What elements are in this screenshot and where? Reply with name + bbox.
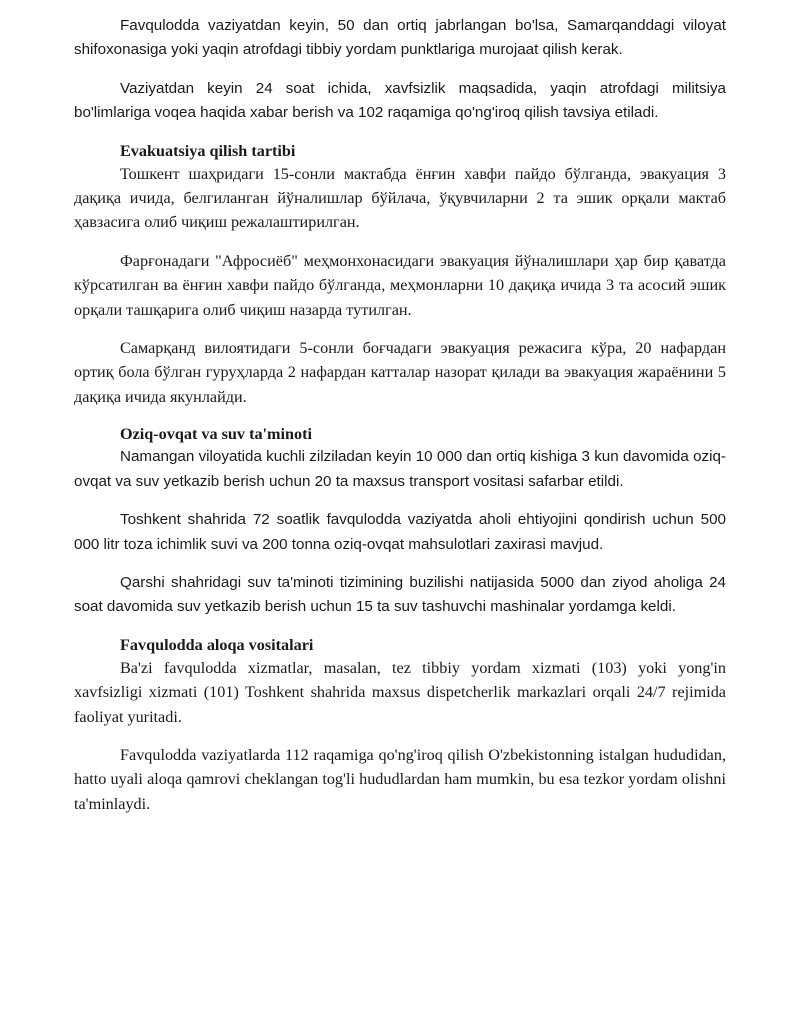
paragraph: Фарғонадаги "Афросиёб" меҳмонхонасидаги эвакуация йўналишлари ҳар бир қаватда кўрсатилган ва ёнғин хавфи пайдо бўлганда, меҳмонларни 10 дақиқа ичида 3 та асосий эшик орқали ташқарига олиб чиқиш назарда тутилган. [74, 251, 726, 319]
paragraph: Тошкент шаҳридаги 15-сонли мактабда ёнғин хавфи пайдо бўлганда, эвакуация 3 дақиқа ичида, белгиланган йўналишлар бўйлача, ўқувчиларни 2 та эшик орқали мактаб ҳавзасига олиб чиқиш режалаштирилган. [74, 164, 726, 232]
paragraph: Vaziyatdan keyin 24 soat ichida, xavfsizlik maqsadida, yaqin atrofdagi militsiya bo'limlariga voqea haqida xabar berish va 102 raqamiga qo'ng'iroq qilish tavsiya etiladi. [74, 79, 726, 122]
paragraph: Favqulodda vaziyatdan keyin, 50 dan ortiq jabrlangan bo'lsa, Samarqanddagi viloyat shifoxonasiga yoki yaqin atrofdagi tibbiy yordam punktlariga murojaat qilish kerak. [74, 17, 726, 59]
paragraph: Namangan viloyatida kuchli zilziladan keyin 10 000 dan ortiq kishiga 3 kun davomida oziq-ovqat va suv yetkazib berish uchun 20 ta maxsus transport vositasi safarbar etildi. [74, 448, 726, 490]
paragraph: Самарқанд вилоятидаги 5-сонли боғчадаги эвакуация режасига кўра, 20 нафардан ортиқ бола бўлган гуруҳларда 2 нафардан катталар назорат қилади ва эвакуация жараёнини 5 дақиқа ичида якунлайди. [74, 339, 726, 406]
section-heading-evacuation: Evakuatsiya qilish tartibi [120, 141, 296, 160]
section-heading-emergency-comms: Favqulodda aloqa vositalari [120, 635, 314, 654]
paragraph: Qarshi shahridagi suv ta'minoti tizimining buzilishi natijasida 5000 dan ziyod aholiga 24 soat davomida suv yetkazib berish uchun 15 ta suv tashuvchi mashinalar yordamga keldi. [74, 573, 726, 616]
paragraph: Toshkent shahrida 72 soatlik favqulodda vaziyatda aholi ehtiyojini qondirish uchun 500 000 litr toza ichimlik suvi va 200 tonna oziq-ovqat mahsulotlari zaxirasi mavjud. [74, 511, 726, 553]
section-heading-food-water: Oziq-ovqat va suv ta'minoti [120, 425, 313, 444]
paragraph: Ba'zi favqulodda xizmatlar, masalan, tez tibbiy yordam xizmati (103) yoki yong'in xavfsizligi xizmati (101) Toshkent shahrida maxsus dispetcherlik markazlari orqali 24/7 rejimida faoliyat yuritadi. [74, 658, 726, 726]
paragraph: Favqulodda vaziyatlarda 112 raqamiga qo'ng'iroq qilish O'zbekistonning istalgan hududidan, hatto uyali aloqa qamrovi cheklangan tog'li hududlardan ham mumkin, bu esa tezkor yordam olishni ta'minlaydi. [74, 745, 726, 813]
